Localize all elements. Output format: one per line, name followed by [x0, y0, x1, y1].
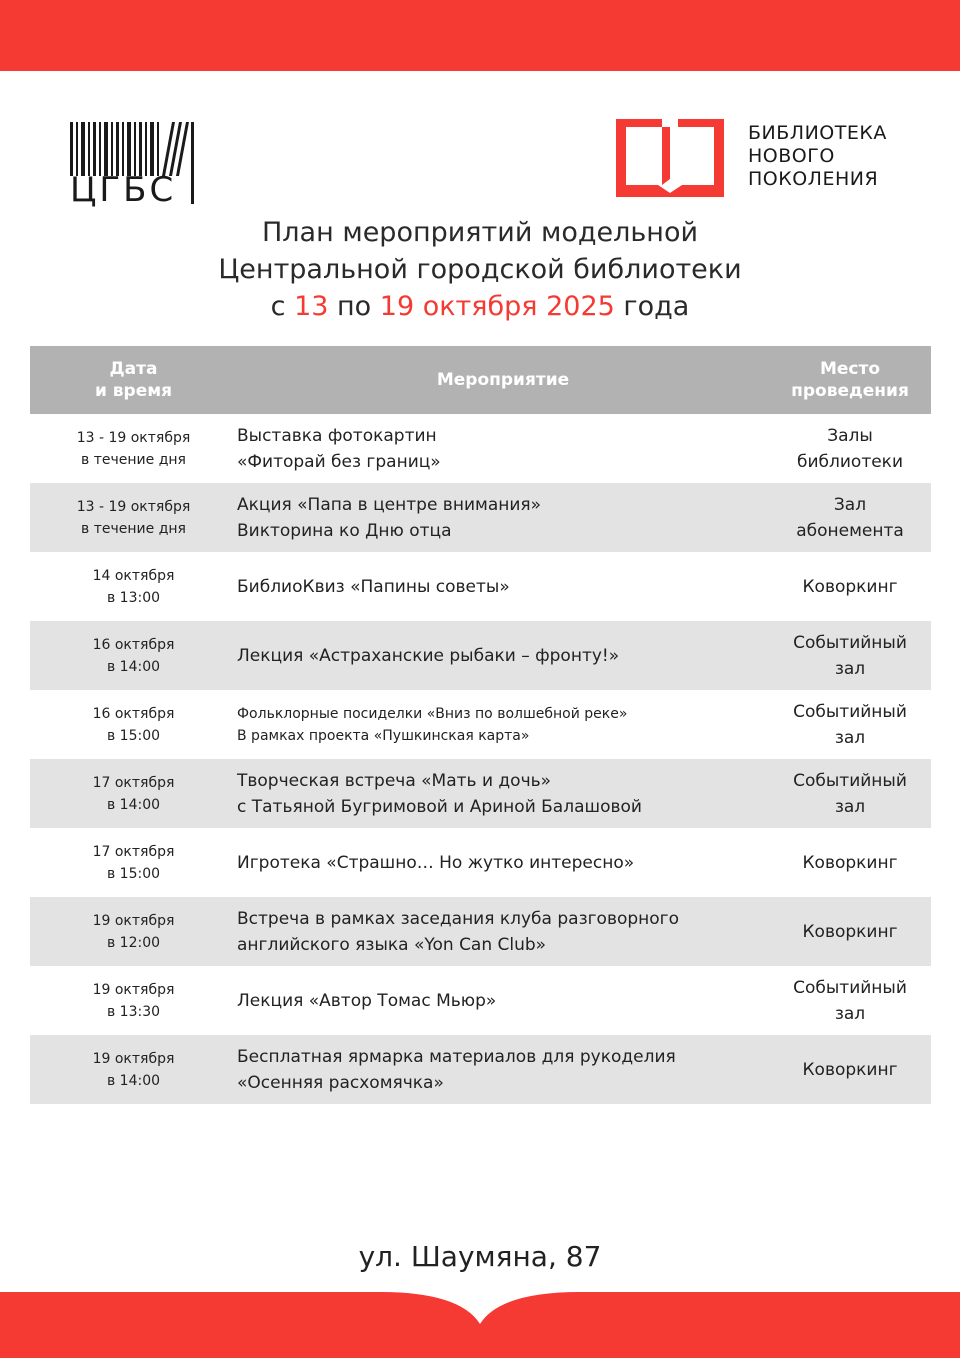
event-title-cell — [237, 897, 769, 966]
event-date-cell-line: 19 октября — [92, 912, 175, 929]
event-title-cell — [237, 690, 769, 759]
event-title-cell — [237, 414, 769, 483]
header-event-label: Мероприятие — [436, 370, 570, 390]
event-place-cell — [769, 552, 931, 621]
event-place-cell-line: зал — [834, 658, 866, 679]
event-date-cell-line: 17 октября — [92, 843, 175, 860]
event-place-cell-line: Зал — [833, 494, 867, 515]
event-date-cell — [30, 483, 237, 552]
event-place-cell-line: зал — [834, 1003, 866, 1024]
event-place-cell — [769, 1035, 931, 1104]
event-date-cell — [30, 966, 237, 1035]
event-title-cell-line: «Фиторай без границ» — [237, 451, 441, 472]
event-date-cell-line: в 13:00 — [106, 589, 161, 606]
title-start-date: 13 — [294, 291, 329, 322]
event-date-cell — [30, 1035, 237, 1104]
event-date-cell-line: в течение дня — [81, 451, 186, 468]
table-header-row — [30, 346, 931, 414]
event-title-cell-line: Лекция «Астраханские рыбаки – фронту!» — [237, 645, 620, 666]
event-title-cell-line: «Осенняя расхомячка» — [237, 1072, 444, 1093]
event-place-cell-line: Залы — [827, 425, 873, 446]
event-title-cell-line: БиблиоКвиз «Папины советы» — [237, 576, 510, 597]
header-event — [237, 346, 769, 414]
table-row — [30, 690, 931, 759]
event-title-cell-line: В рамках проекта «Пушкинская карта» — [237, 727, 530, 744]
event-title-cell-line: Лекция «Автор Томас Мьюр» — [237, 990, 497, 1011]
event-date-cell-line: 16 октября — [92, 636, 175, 653]
event-date-cell — [30, 690, 237, 759]
event-place-cell — [769, 690, 931, 759]
event-date-cell — [30, 828, 237, 897]
event-place-cell-line: библиотеки — [796, 451, 903, 472]
event-title-cell-line: английского языка «Yon Can Club» — [237, 934, 547, 955]
logo-line-2: НОВОГО — [748, 145, 835, 167]
event-place-cell-line: Событийный — [793, 701, 907, 722]
event-place-cell — [769, 897, 931, 966]
event-title-cell-line: Творческая встреча «Мать и дочь» — [237, 770, 552, 791]
table-row — [30, 552, 931, 621]
title-line-2: Центральной городской библиотеки — [218, 254, 742, 285]
event-place-cell-line: Коворкинг — [802, 852, 898, 873]
event-date-cell — [30, 552, 237, 621]
event-date-cell-line: в 15:00 — [106, 865, 161, 882]
event-date-cell — [30, 621, 237, 690]
event-title-cell-line: Встреча в рамках заседания клуба разговорного — [237, 908, 679, 929]
event-place-cell — [769, 966, 931, 1035]
event-place-cell — [769, 621, 931, 690]
header-date — [30, 346, 237, 414]
event-title-cell — [237, 483, 769, 552]
title-line-3 — [0, 288, 960, 325]
event-date-cell — [30, 759, 237, 828]
page-title — [0, 214, 960, 325]
event-title-cell — [237, 966, 769, 1035]
event-title-cell — [237, 828, 769, 897]
event-place-cell-line: Коворкинг — [802, 576, 898, 597]
event-title-cell — [237, 759, 769, 828]
header-place-line-2: проведения — [791, 381, 909, 401]
event-place-cell-line: Коворкинг — [802, 921, 898, 942]
table-row — [30, 621, 931, 690]
event-date-cell-line: 14 октября — [92, 567, 175, 584]
event-date-cell-line: 19 октября — [92, 1050, 175, 1067]
event-date-cell-line: в 14:00 — [106, 658, 161, 675]
event-place-cell-line: Коворкинг — [802, 1059, 898, 1080]
table-row — [30, 828, 931, 897]
header-date-line-1: Дата — [109, 359, 158, 379]
events-table — [30, 346, 931, 1104]
event-place-cell-line: Событийный — [793, 977, 907, 998]
event-date-cell-line: 13 - 19 октября — [76, 429, 191, 446]
event-place-cell-line: Событийный — [793, 632, 907, 653]
event-place-cell — [769, 828, 931, 897]
table-row — [30, 414, 931, 483]
event-title-cell-line: Игротека «Страшно… Но жутко интересно» — [237, 852, 635, 873]
header-date-line-2: и время — [94, 381, 173, 401]
bottom-red-band — [0, 1284, 960, 1358]
table-row — [30, 897, 931, 966]
event-place-cell — [769, 483, 931, 552]
address: ул. Шаумяна, 87 — [358, 1240, 602, 1273]
logo-line-3: ПОКОЛЕНИЯ — [748, 168, 879, 190]
event-date-cell-line: в 15:00 — [106, 727, 161, 744]
event-date-cell-line: 16 октября — [92, 705, 175, 722]
open-book-icon — [616, 119, 724, 199]
event-title-cell — [237, 1035, 769, 1104]
event-title-cell-line: Викторина ко Дню отца — [237, 520, 452, 541]
event-place-cell — [769, 414, 931, 483]
title-prefix: с — [270, 291, 295, 322]
event-date-cell-line: в 14:00 — [106, 1072, 161, 1089]
event-date-cell-line: 19 октября — [92, 981, 175, 998]
header-place-line-1: Место — [819, 359, 881, 379]
event-date-cell — [30, 897, 237, 966]
event-date-cell-line: 17 октября — [92, 774, 175, 791]
event-place-cell-line: зал — [834, 727, 866, 748]
table-row — [30, 1035, 931, 1104]
cgbs-logo — [66, 120, 198, 210]
title-suffix: года — [614, 291, 690, 322]
event-date-cell-line: в 12:00 — [106, 934, 161, 951]
title-line-1: План мероприятий модельной — [261, 217, 699, 248]
table-row — [30, 483, 931, 552]
table-row — [30, 759, 931, 828]
title-end-date: 19 октября 2025 — [379, 291, 615, 322]
new-generation-library-text — [748, 122, 887, 191]
title-mid: по — [328, 291, 380, 322]
event-date-cell-line: в течение дня — [81, 520, 186, 537]
event-place-cell-line: абонемента — [796, 520, 904, 541]
top-red-band — [0, 0, 960, 71]
event-date-cell — [30, 414, 237, 483]
event-title-cell-line: Фольклорные посиделки «Вниз по волшебной реке» — [237, 705, 628, 722]
cgbs-logo-text: ЦГБС — [70, 170, 177, 210]
event-title-cell-line: Акция «Папа в центре внимания» — [237, 494, 542, 515]
event-title-cell-line: Выставка фотокартин — [237, 425, 437, 446]
event-title-cell — [237, 621, 769, 690]
event-date-cell-line: в 14:00 — [106, 796, 161, 813]
event-date-cell-line: 13 - 19 октября — [76, 498, 191, 515]
event-title-cell — [237, 552, 769, 621]
event-place-cell-line: Событийный — [793, 770, 907, 791]
event-date-cell-line: в 13:30 — [106, 1003, 161, 1020]
header-place — [769, 346, 931, 414]
new-generation-library-logo — [616, 119, 724, 199]
event-place-cell — [769, 759, 931, 828]
event-title-cell-line: с Татьяной Бугримовой и Ариной Балашовой — [237, 796, 642, 817]
event-title-cell-line: Бесплатная ярмарка материалов для рукоделия — [237, 1046, 676, 1067]
logo-line-1: БИБЛИОТЕКА — [748, 122, 887, 144]
table-row — [30, 966, 931, 1035]
event-place-cell-line: зал — [834, 796, 866, 817]
